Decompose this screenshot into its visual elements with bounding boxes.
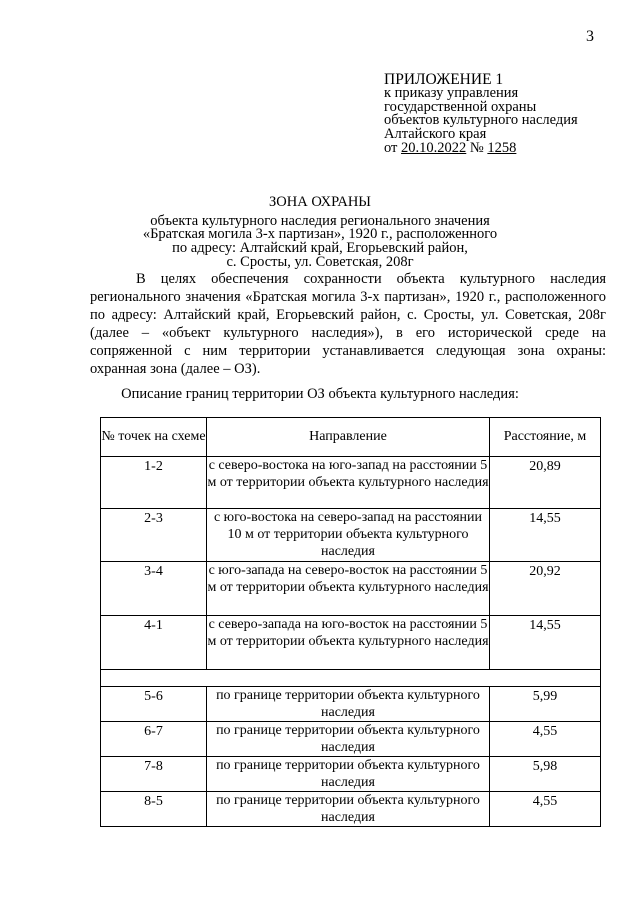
- cell-points: 5-6: [101, 687, 207, 722]
- cell-direction: с юго-востока на северо-запад на расстоянии 10 м от территории объекта культурного наследия: [207, 509, 490, 562]
- number-sign: №: [469, 139, 484, 156]
- cell-points: 8-5: [101, 792, 207, 827]
- cell-distance: 4,55: [490, 722, 601, 757]
- cell-distance: 14,55: [490, 616, 601, 670]
- cell-distance: 20,92: [490, 562, 601, 616]
- table-row: [101, 509, 601, 562]
- cell-points: 4-1: [101, 616, 207, 670]
- header-direction: Направление: [207, 418, 490, 457]
- appendix-line: Алтайского края: [384, 126, 487, 143]
- title-block: [120, 196, 520, 270]
- order-number: 1258: [487, 139, 517, 156]
- cell-distance: 20,89: [490, 457, 601, 509]
- cell-points: 7-8: [101, 757, 207, 792]
- table-header-row: [101, 418, 601, 457]
- appendix-title: ПРИЛОЖЕНИЕ 1: [384, 71, 504, 88]
- cell-points: 6-7: [101, 722, 207, 757]
- table-row: [101, 792, 601, 827]
- table-row: [101, 457, 601, 509]
- table-row: [101, 722, 601, 757]
- cell-points: 3-4: [101, 562, 207, 616]
- table-row: [101, 616, 601, 670]
- table-separator-row: [101, 670, 601, 687]
- document-heading: ЗОНА ОХРАНЫ: [269, 194, 371, 210]
- cell-distance: 5,99: [490, 687, 601, 722]
- cell-direction: с северо-запада на юго-восток на расстоянии 5 м от территории объекта культурного наследия: [207, 616, 490, 670]
- page-number: 3: [586, 28, 594, 45]
- cell-direction: по границе территории объекта культурного наследия: [207, 722, 490, 757]
- title-line: с. Сросты, ул. Советская, 208г: [226, 253, 414, 270]
- appendix-line: государственной охраны: [384, 98, 537, 115]
- appendix-line: объектов культурного наследия: [384, 112, 578, 129]
- table-caption: Описание границ территории ОЗ объекта культурного наследия:: [121, 386, 519, 402]
- title-line: «Братская могила 3-х партизан», 1920 г., расположенного: [142, 226, 498, 243]
- separator-cell: [101, 670, 601, 687]
- table-row: [101, 757, 601, 792]
- cell-direction: по границе территории объекта культурного наследия: [207, 687, 490, 722]
- cell-distance: 5,98: [490, 757, 601, 792]
- header-distance: Расстояние, м: [490, 418, 601, 457]
- order-date: 20.10.2022: [401, 139, 467, 156]
- title-line: объекта культурного наследия регионального значения: [150, 212, 490, 229]
- intro-paragraph: [90, 270, 606, 378]
- cell-points: 2-3: [101, 509, 207, 562]
- date-prefix: от: [384, 139, 398, 156]
- table-row: [101, 687, 601, 722]
- cell-direction: по границе территории объекта культурного наследия: [207, 757, 490, 792]
- cell-direction: с юго-запада на северо-восток на расстоянии 5 м от территории объекта культурного наследия: [207, 562, 490, 616]
- appendix-block: [384, 72, 578, 156]
- appendix-line: к приказу управления: [384, 85, 519, 101]
- title-line: по адресу: Алтайский край, Егорьевский район,: [172, 240, 468, 257]
- cell-direction: по границе территории объекта культурного наследия: [207, 792, 490, 827]
- header-points: № точек на схеме: [101, 418, 207, 457]
- boundary-table: [100, 417, 601, 827]
- appendix-date-line: [384, 139, 578, 156]
- table-row: [101, 562, 601, 616]
- cell-distance: 14,55: [490, 509, 601, 562]
- cell-distance: 4,55: [490, 792, 601, 827]
- intro-text: В целях обеспечения сохранности объекта культурного наследия регионального значения «Братская могила 3-х партизан», 1920 г., расположенного по адресу: Алтайский край, Егорьевский район, с. Сросты, ул. Советская, 208г (далее – «объект культурного наследия»), в его исторической среде на сопряженной с ним территории устанавливается следующая зона охраны: охранная зона (далее – ОЗ).: [90, 271, 606, 377]
- cell-points: 1-2: [101, 457, 207, 509]
- cell-direction: с северо-востока на юго-запад на расстоянии 5 м от территории объекта культурного наследия: [207, 457, 490, 509]
